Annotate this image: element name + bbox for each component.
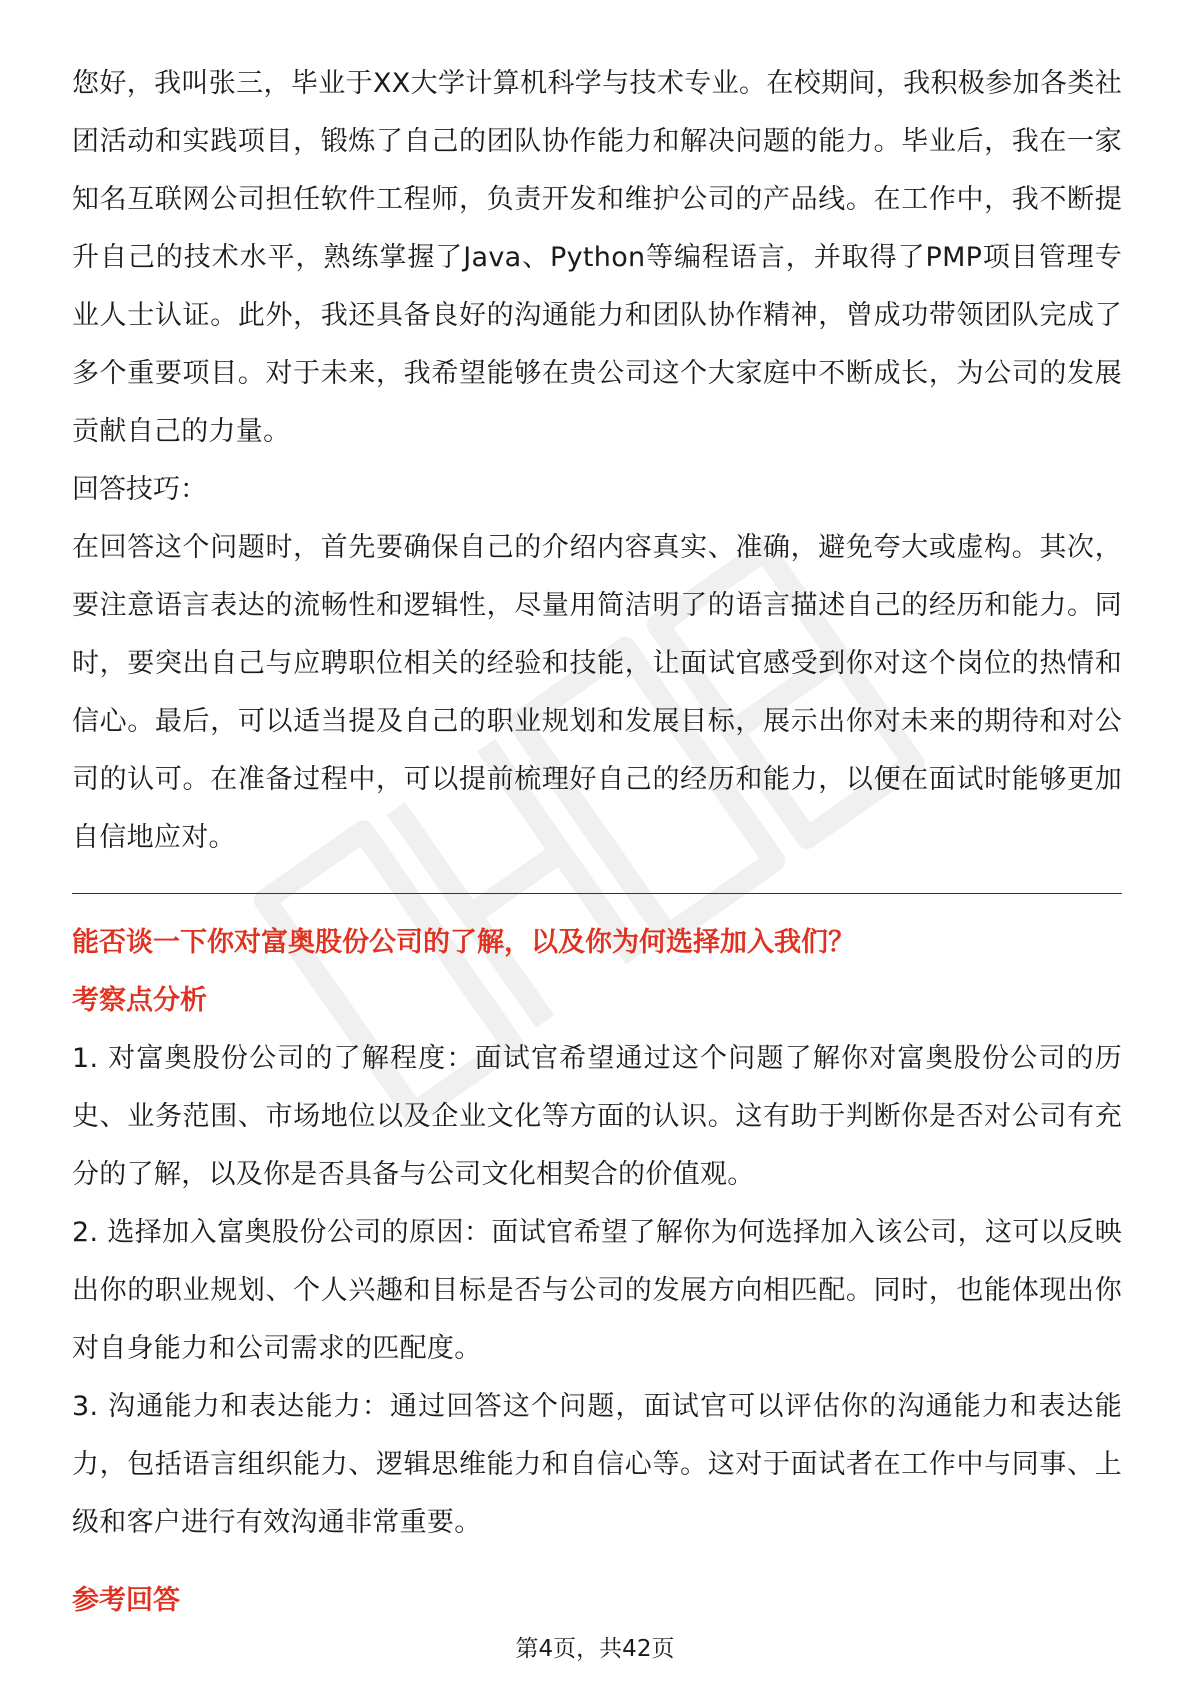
answer-tips-paragraph: 在回答这个问题时，首先要确保自己的介绍内容真实、准确，避免夸大或虚构。其次，要注意语言表达的流畅性和逻辑性，尽量用简洁明了的语言描述自己的经历和能力。同时，要突出自己与应聘职位相关的经验和技能，让面试官感受到你对这个岗位的热情和信心。最后，可以适当提及自己的职业规划和发展目标，展示出你对未来的期待和对公司的认可。在准备过程中，可以提前梳理好自己的经历和能力，以便在面试时能够更加自信地应对。 [72,532,1122,853]
analysis-point-2: 2. 选择加入富奥股份公司的原因：面试官希望了解你为何选择加入该公司，这可以反映出你的职业规划、个人兴趣和目标是否与公司的发展方向相匹配。同时，也能体现出你对自身能力和公司需求的匹配度。 [72,1217,1122,1364]
analysis-point-1: 1. 对富奥股份公司的了解程度：面试官希望通过这个问题了解你对富奥股份公司的历史、业务范围、市场地位以及企业文化等方面的认识。这有助于判断你是否对公司有充分的了解，以及你是否具备与公司文化相契合的价值观。 [72,1043,1122,1190]
answer-tips-label: 回答技巧： [72,474,207,505]
page-content [72,55,1122,1630]
question-title: 能否谈一下你对富奥股份公司的了解，以及你为何选择加入我们？ [72,927,855,958]
reference-answer-heading: 参考回答 [72,1585,180,1616]
analysis-heading: 考察点分析 [72,985,207,1016]
intro-answer-paragraph: 您好，我叫张三，毕业于XX大学计算机科学与技术专业。在校期间，我积极参加各类社团活动和实践项目，锻炼了自己的团队协作能力和解决问题的能力。毕业后，我在一家知名互联网公司担任软件工程师，负责开发和维护公司的产品线。在工作中，我不断提升自己的技术水平，熟练掌握了Java、Python等编程语言，并取得了PMP项目管理专业人士认证。此外，我还具备良好的沟通能力和团队协作精神，曾成功带领团队完成了多个重要项目。对于未来，我希望能够在贵公司这个大家庭中不断成长，为公司的发展贡献自己的力量。 [72,68,1122,447]
section-divider [72,893,1122,894]
page-number-footer: 第4页，共42页 [515,1636,675,1662]
analysis-point-3: 3. 沟通能力和表达能力：通过回答这个问题，面试官可以评估你的沟通能力和表达能力，包括语言组织能力、逻辑思维能力和自信心等。这对于面试者在工作中与同事、上级和客户进行有效沟通非常重要。 [72,1391,1122,1538]
